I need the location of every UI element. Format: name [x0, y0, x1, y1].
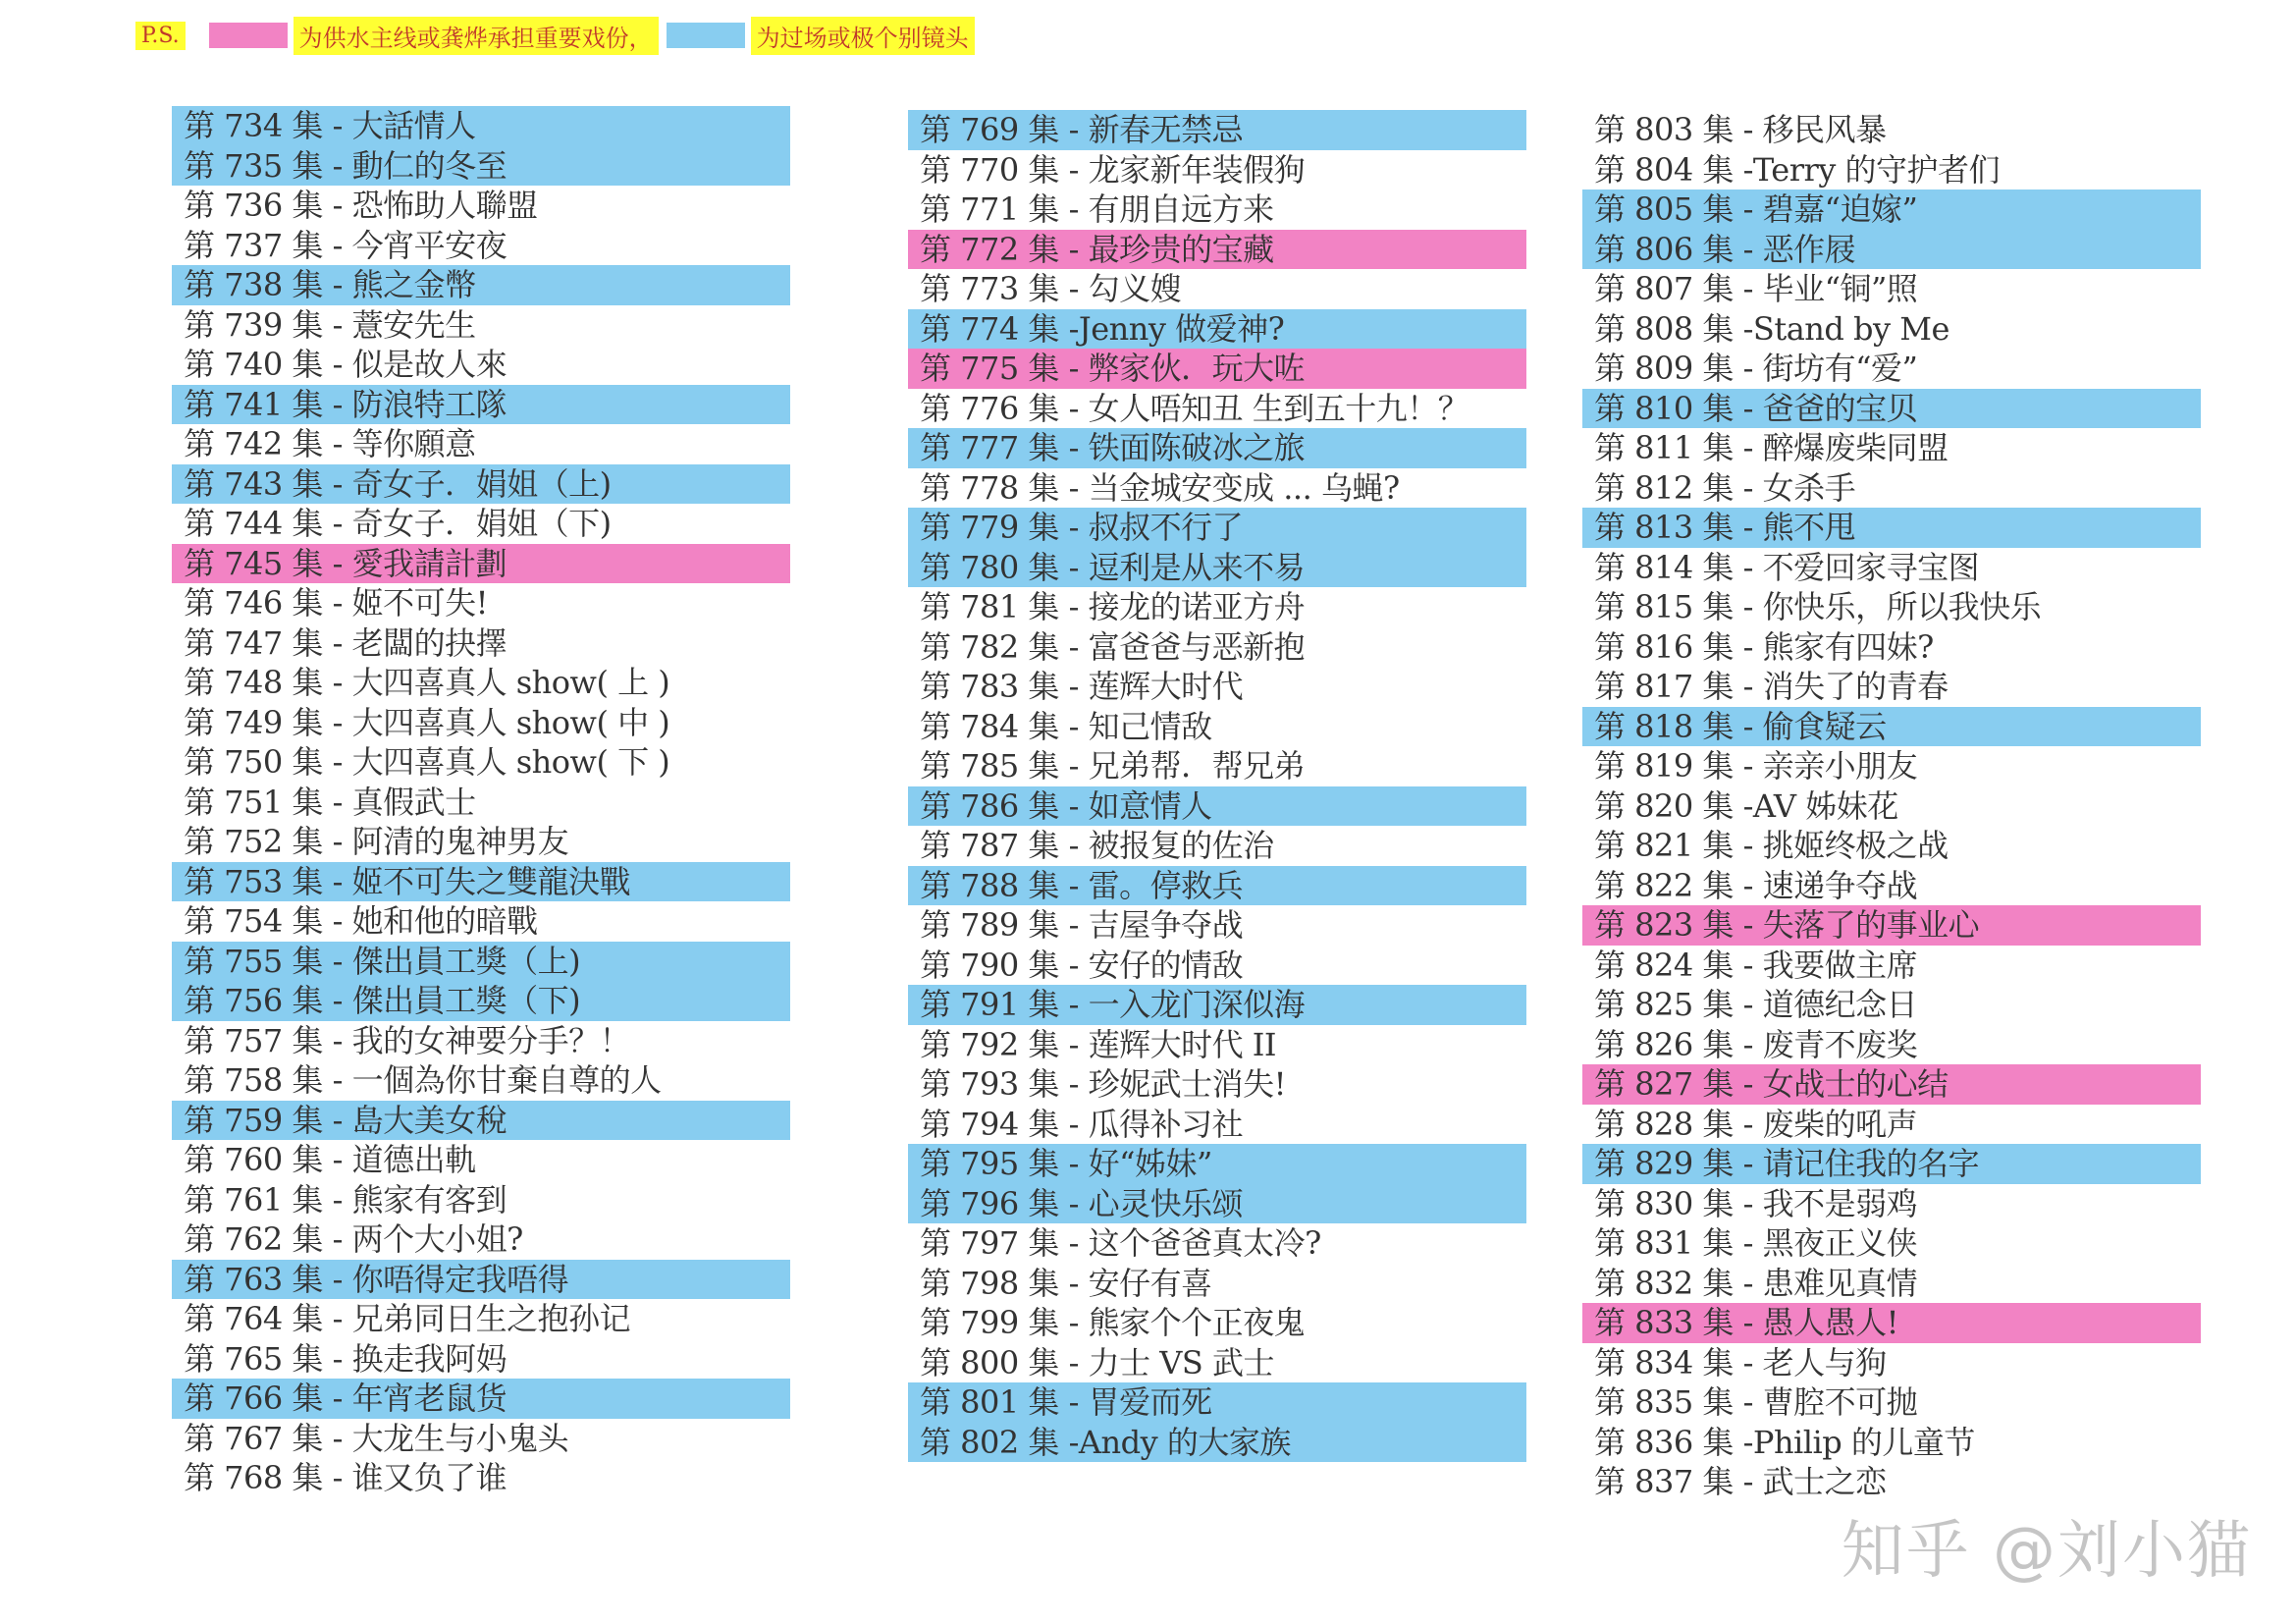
- episode-row: 第 823 集 - 失落了的事业心: [1582, 905, 2201, 946]
- episode-row: 第 825 集 - 道德纪念日: [1594, 986, 1918, 1023]
- episode-row: 第 814 集 - 不爱回家寻宝图: [1594, 548, 1980, 586]
- episode-row: 第 808 集 -Stand by Me: [1594, 309, 1949, 348]
- episode-row: 第 801 集 - 胃爱而死: [908, 1382, 1526, 1423]
- episode-row: 第 790 集 - 安仔的情敌: [920, 946, 1244, 984]
- episode-row: 第 787 集 - 被报复的佐治: [920, 827, 1274, 864]
- episode-row: 第 745 集 - 愛我請計劃: [172, 544, 790, 584]
- episode-row: 第 837 集 - 武士之恋: [1594, 1463, 1887, 1500]
- episode-row: 第 748 集 - 大四喜真人 show( 上 ): [184, 664, 670, 701]
- episode-row: 第 817 集 - 消失了的青春: [1594, 668, 1949, 705]
- episode-row: 第 775 集 - 弊家伙．玩大咗: [908, 349, 1526, 389]
- episode-row: 第 765 集 - 换走我阿妈: [184, 1339, 507, 1378]
- episode-row: 第 811 集 - 醉爆废柴同盟: [1594, 429, 1949, 466]
- episode-row: 第 782 集 - 富爸爸与恶新抱: [920, 627, 1306, 666]
- episode-row: 第 805 集 - 碧嘉“迫嫁”: [1582, 189, 2201, 230]
- blue-swatch: [667, 23, 745, 48]
- episode-row: 第 759 集 - 島大美女稅: [172, 1101, 790, 1141]
- episode-row: 第 783 集 - 莲辉大时代: [920, 668, 1244, 705]
- episode-row: 第 758 集 - 一個為你甘棄自尊的人: [184, 1061, 662, 1099]
- episode-row: 第 744 集 - 奇女子．娟姐（下): [184, 505, 612, 542]
- episode-column-3: [1582, 110, 2201, 1502]
- episode-row: 第 781 集 - 接龙的诺亚方舟: [920, 588, 1306, 625]
- episode-row: 第 737 集 - 今宵平安夜: [184, 226, 507, 264]
- episode-row: 第 832 集 - 患难见真情: [1594, 1264, 1918, 1302]
- episode-row: 第 741 集 - 防浪特工隊: [172, 385, 790, 425]
- episode-row: 第 822 集 - 速递争夺战: [1594, 866, 1918, 904]
- episode-row: 第 804 集 -Terry 的守护者们: [1594, 150, 2001, 189]
- episode-row: 第 834 集 - 老人与狗: [1594, 1343, 1887, 1381]
- episode-row: 第 764 集 - 兄弟同日生之抱孙记: [184, 1300, 631, 1337]
- episode-row: 第 770 集 - 龙家新年装假狗: [920, 150, 1306, 189]
- episode-row: 第 771 集 - 有朋自远方来: [920, 190, 1274, 228]
- episode-row: 第 836 集 -Philip 的儿童节: [1594, 1423, 1975, 1461]
- episode-row: 第 786 集 - 如意情人: [908, 786, 1526, 827]
- episode-row: 第 795 集 - 好“姊妹”: [908, 1144, 1526, 1184]
- episode-row: 第 793 集 - 珍妮武士消失!: [920, 1065, 1286, 1103]
- episode-row: 第 796 集 - 心灵快乐颂: [908, 1184, 1526, 1224]
- episode-row: 第 829 集 - 请记住我的名字: [1582, 1144, 2201, 1184]
- episode-row: 第 784 集 - 知己情敌: [920, 707, 1212, 745]
- blue-legend-text: 为过场或极个别镜头: [751, 17, 975, 55]
- episode-row: 第 742 集 - 等你願意: [184, 425, 476, 462]
- episode-row: 第 772 集 - 最珍贵的宝藏: [908, 230, 1526, 270]
- episode-row: 第 755 集 - 傑出員工獎（上): [172, 942, 790, 982]
- episode-row: 第 818 集 - 偷食疑云: [1582, 707, 2201, 747]
- episode-row: 第 740 集 - 似是故人來: [184, 346, 507, 383]
- episode-row: 第 788 集 - 雷。停救兵: [908, 866, 1526, 906]
- pink-swatch: [209, 23, 288, 48]
- watermark: 知乎 @刘小猫: [1841, 1515, 2252, 1588]
- episode-row: 第 751 集 - 真假武士: [184, 783, 476, 821]
- episode-row: 第 756 集 - 傑出員工獎（下): [172, 981, 790, 1021]
- episode-row: 第 819 集 - 亲亲小朋友: [1594, 747, 1918, 785]
- episode-row: 第 761 集 - 熊家有客到: [184, 1180, 507, 1218]
- episode-row: 第 791 集 - 一入龙门深似海: [908, 985, 1526, 1025]
- episode-row: 第 831 集 - 黑夜正义侠: [1594, 1224, 1918, 1262]
- episode-row: 第 816 集 - 熊家有四妹?: [1594, 627, 1934, 666]
- episode-row: 第 769 集 - 新春无禁忌: [908, 110, 1526, 150]
- episode-row: 第 746 集 - 姬不可失!: [184, 584, 488, 622]
- episode-row: 第 794 集 - 瓜得补习社: [920, 1105, 1244, 1143]
- episode-row: 第 753 集 - 姬不可失之雙龍決戰: [172, 862, 790, 902]
- episode-row: 第 812 集 - 女杀手: [1594, 468, 1856, 507]
- episode-row: 第 749 集 - 大四喜真人 show( 中 ): [184, 703, 670, 741]
- episode-row: 第 736 集 - 恐怖助人聯盟: [184, 187, 538, 224]
- episode-row: 第 752 集 - 阿清的鬼神男友: [184, 823, 569, 860]
- episode-row: 第 767 集 - 大龙生与小鬼头: [184, 1419, 569, 1457]
- episode-row: 第 815 集 - 你快乐，所以我快乐: [1594, 588, 2042, 625]
- episode-row: 第 760 集 - 道德出軌: [184, 1141, 476, 1178]
- episode-row: 第 757 集 - 我的女神要分手？！: [184, 1021, 631, 1059]
- episode-row: 第 806 集 - 恶作屐: [1582, 230, 2201, 270]
- episode-row: 第 743 集 - 奇女子．娟姐（上): [172, 464, 790, 505]
- episode-row: 第 810 集 - 爸爸的宝贝: [1582, 389, 2201, 429]
- episode-row: 第 813 集 - 熊不甩: [1582, 508, 2201, 548]
- episode-row: 第 773 集 - 勾义嫂: [920, 270, 1182, 307]
- episode-row: 第 763 集 - 你唔得定我唔得: [172, 1260, 790, 1300]
- episode-row: 第 739 集 - 薏安先生: [184, 305, 476, 344]
- episode-column-1: [172, 106, 790, 1498]
- episode-row: 第 800 集 - 力士 VS 武士: [920, 1343, 1274, 1381]
- episode-row: 第 826 集 - 废青不废奖: [1594, 1025, 1918, 1063]
- episode-row: 第 809 集 - 街坊有“爱”: [1594, 350, 1918, 387]
- episode-row: 第 820 集 -AV 姊妹花: [1594, 786, 1898, 825]
- episode-row: 第 802 集 -Andy 的大家族: [908, 1423, 1526, 1463]
- episode-row: 第 734 集 - 大話情人: [172, 106, 790, 146]
- episode-row: 第 824 集 - 我要做主席: [1594, 946, 1918, 984]
- episode-row: 第 821 集 - 挑姬终极之战: [1594, 827, 1949, 864]
- episode-row: 第 798 集 - 安仔有喜: [920, 1264, 1212, 1302]
- episode-row: 第 835 集 - 曹腔不可抛: [1594, 1383, 1918, 1421]
- episode-row: 第 778 集 - 当金城安变成 ... 乌蝇?: [920, 468, 1400, 507]
- episode-row: 第 735 集 - 動仁的冬至: [172, 146, 790, 187]
- episode-row: 第 747 集 - 老闆的抉擇: [184, 623, 507, 662]
- episode-row: 第 833 集 - 愚人愚人!: [1582, 1303, 2201, 1343]
- episode-row: 第 780 集 - 逗利是从来不易: [908, 548, 1526, 588]
- episode-row: 第 803 集 - 移民风暴: [1594, 111, 1887, 148]
- episode-row: 第 797 集 - 这个爸爸真太冷?: [920, 1224, 1321, 1262]
- episode-row: 第 779 集 - 叔叔不行了: [908, 508, 1526, 548]
- episode-row: 第 799 集 - 熊家个个正夜鬼: [920, 1304, 1306, 1341]
- episode-column-2: [908, 110, 1526, 1462]
- episode-row: 第 777 集 - 铁面陈破冰之旅: [908, 428, 1526, 468]
- ps-label: P.S.: [135, 22, 186, 50]
- episode-row: 第 828 集 - 废柴的吼声: [1594, 1105, 1918, 1143]
- episode-row: 第 807 集 - 毕业“铜”照: [1594, 270, 1918, 307]
- episode-row: 第 785 集 - 兄弟帮．帮兄弟: [920, 747, 1306, 785]
- legend: [135, 16, 983, 55]
- episode-row: 第 830 集 - 我不是弱鸡: [1594, 1184, 1918, 1222]
- episode-row: 第 789 集 - 吉屋争夺战: [920, 906, 1244, 944]
- episode-row: 第 768 集 - 谁又负了谁: [184, 1459, 507, 1496]
- episode-row: 第 774 集 -Jenny 做爱神?: [908, 309, 1526, 350]
- episode-row: 第 766 集 - 年宵老鼠货: [172, 1379, 790, 1419]
- pink-legend-text: 为供水主线或龚烨承担重要戏份，: [294, 17, 659, 55]
- episode-row: 第 762 集 - 两个大小姐?: [184, 1220, 523, 1258]
- episode-row: 第 776 集 - 女人唔知丑 生到五十九！？: [920, 389, 1469, 427]
- episode-row: 第 754 集 - 她和他的暗戰: [184, 902, 538, 940]
- episode-row: 第 792 集 - 莲辉大时代 II: [920, 1025, 1277, 1063]
- episode-row: 第 750 集 - 大四喜真人 show( 下 ): [184, 743, 670, 781]
- episode-row: 第 827 集 - 女战士的心结: [1582, 1064, 2201, 1105]
- episode-row: 第 738 集 - 熊之金幣: [172, 265, 790, 305]
